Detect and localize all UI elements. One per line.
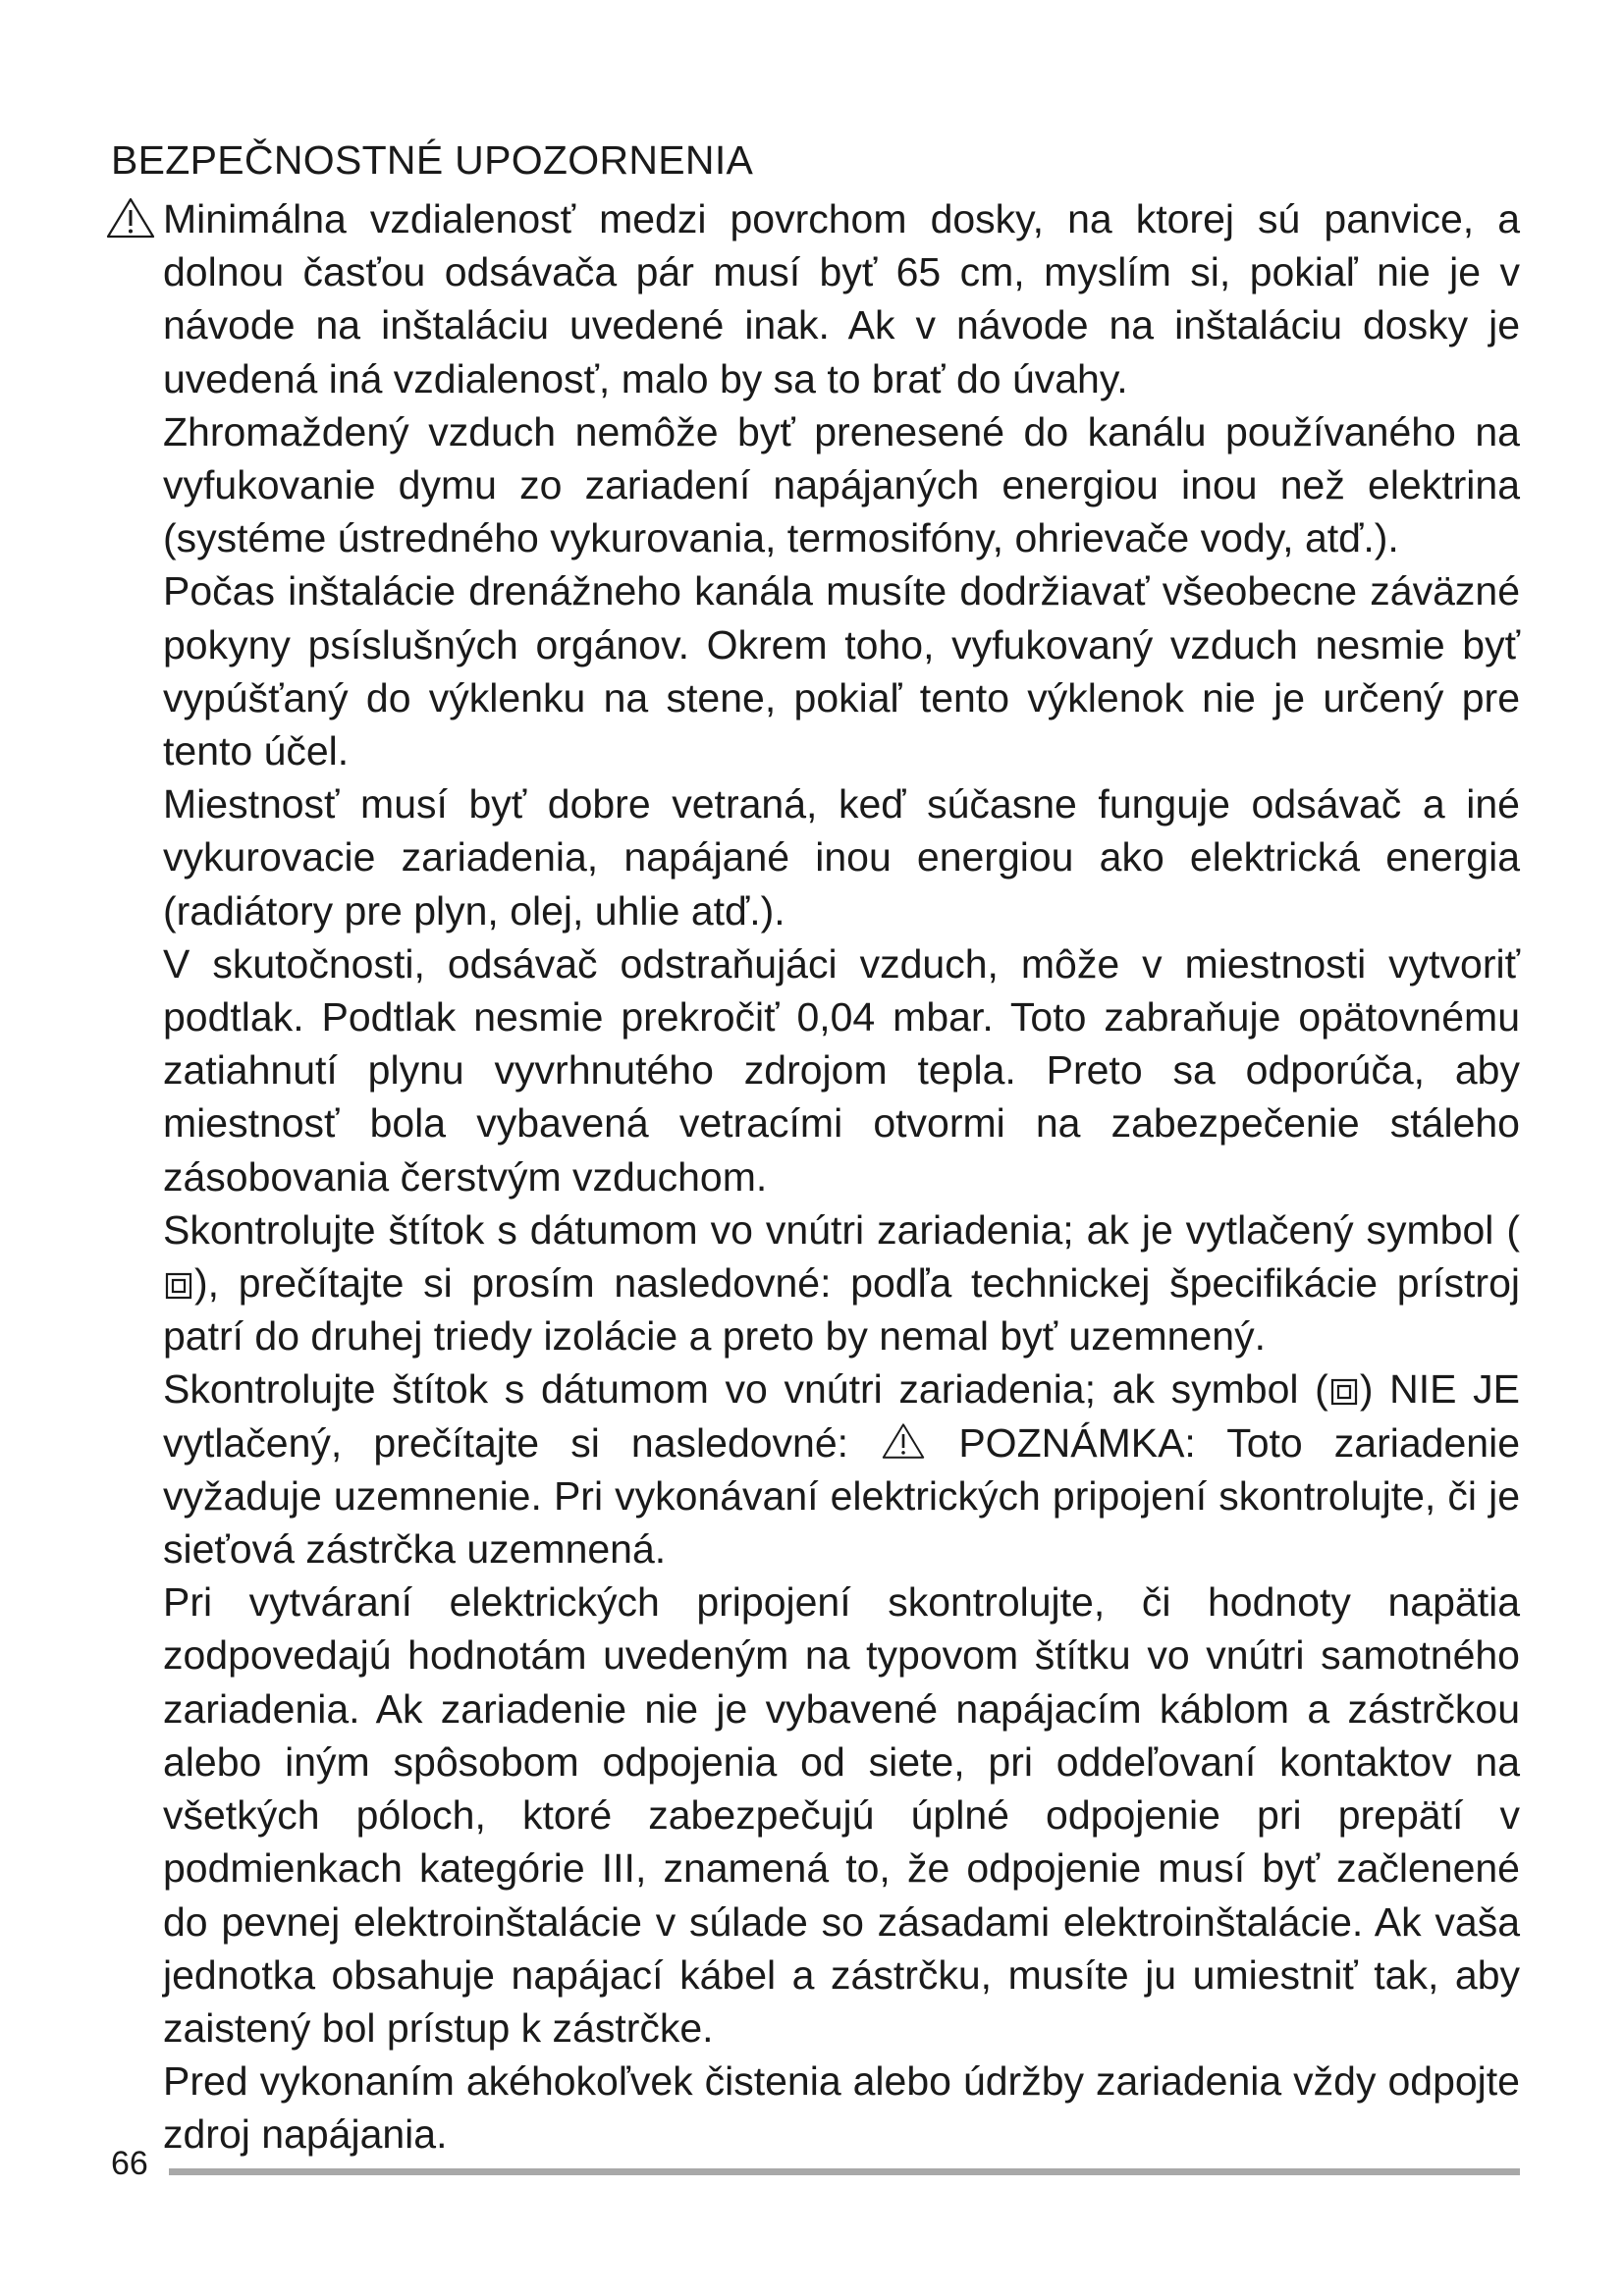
paragraph-text: Minimálna vzdialenosť medzi povrchom dosky, na ktorej sú panvice, a dolnou časťou odsávača pár musí byť 65 cm, myslím si, pokiaľ nie je v návode na inštaláciu uvedené inak. Ak v návode na inštaláciu dosky je uvedená iná vzdialenosť, malo by sa to brať do úvahy. — [163, 196, 1520, 401]
paragraph-electrical-connection: Pri vytváraní elektrických pripojení skontrolujte, či hodnoty napätia zodpovedajú hodnotám uvedeným na typovom štítku vo vnútri samotného zariadenia. Ak zariadenie nie je vybavené napájacím káblom a zástrčkou alebo iným spôsobom odpojenia od siete, pri oddeľovaní kontaktov na všetkých póloch, ktoré zabezpečujú úplné odpojenie pri prepätí v podmienkach kategórie III, znamená to, že odpojenie musí byť začlenené do pevnej elektroinštalácie v súlade so zásadami elektroinštalácie. Ak vaša jednotka obsahuje napájací kábel a zástrčku, musíte ju umiestniť tak, aby zaistený bol prístup k zástrčke. — [163, 1579, 1520, 2051]
page-heading: BEZPEČNOSTNÉ UPOZORNENIA — [111, 137, 754, 183]
footer-rule — [169, 2168, 1520, 2175]
paragraph-text-middle: ) NIE JE vytlačený, prečítajte si nasledovné: — [163, 1366, 1520, 1466]
paragraph-text-start: Skontrolujte štítok s dátumom vo vnútri zariadenia; ak symbol ( — [163, 1366, 1328, 1413]
paragraph-text-end: POZNÁMKA: Toto zariadenie vyžaduje uzemnenie. Pri vykonávaní elektrických pripojení skontrolujte, či je sieťová zástrčka uzemnená. — [163, 1419, 1520, 1573]
double-insulation-icon — [164, 1271, 193, 1301]
paragraph-exhaust-duct: Zhromaždený vzduch nemôže byť prenesené do kanálu používaného na vyfukovanie dymu zo zariadení napájaných energiou inou než elektrina (systéme ústredného vykurovania, termosifóny, ohrievače vody, atď.). — [163, 408, 1520, 561]
warning-triangle-icon — [106, 197, 155, 239]
paragraph-class-two-insulation — [163, 1203, 1520, 1363]
page-number: 66 — [111, 2145, 148, 2182]
safety-content — [163, 192, 1520, 2162]
paragraph-text-end: ), prečítajte si prosím nasledovné: podľa technickej špecifikácie prístroj patrí do druhej triedy izolácie a preto by nemal byť uzemnený. — [163, 1260, 1520, 1360]
warning-triangle-icon — [882, 1422, 925, 1460]
paragraph-text-start: Skontrolujte štítok s dátumom vo vnútri zariadenia; ak je vytlačený symbol ( — [163, 1206, 1520, 1253]
paragraph-ventilation: Miestnosť musí byť dobre vetraná, keď súčasne funguje odsávač a iné vykurovacie zariadenia, napájané inou energiou ako elektrická energia (radiátory pre plyn, olej, uhlie atď.). — [163, 781, 1520, 934]
paragraph-hood-distance — [163, 192, 1520, 405]
paragraph-grounding — [163, 1362, 1520, 1575]
double-insulation-icon — [1329, 1377, 1359, 1407]
paragraph-drain-channel: Počas inštalácie drenážneho kanála musíte dodržiavať všeobecne záväzné pokyny psíslušných orgánov. Okrem toho, vyfukovaný vzduch nesmie byť vypúšťaný do výklenku na stene, pokiaľ tento výklenok nie je určený pre tento účel. — [163, 568, 1520, 774]
paragraph-disconnect-before-cleaning: Pred vykonaním akéhokoľvek čistenia alebo údržby zariadenia vždy odpojte zdroj napájania. — [163, 2058, 1520, 2158]
paragraph-negative-pressure: V skutočnosti, odsávač odstraňujáci vzduch, môže v miestnosti vytvoriť podtlak. Podtlak nesmie prekročiť 0,04 mbar. Toto zabraňuje opätovnému zatiahnutí plynu vyvrhnutého zdrojom tepla. Preto sa odporúča, aby miestnosť bola vybavená vetracími otvormi na zabezpečenie stáleho zásobovania čerstvým vzduchom. — [163, 940, 1520, 1200]
